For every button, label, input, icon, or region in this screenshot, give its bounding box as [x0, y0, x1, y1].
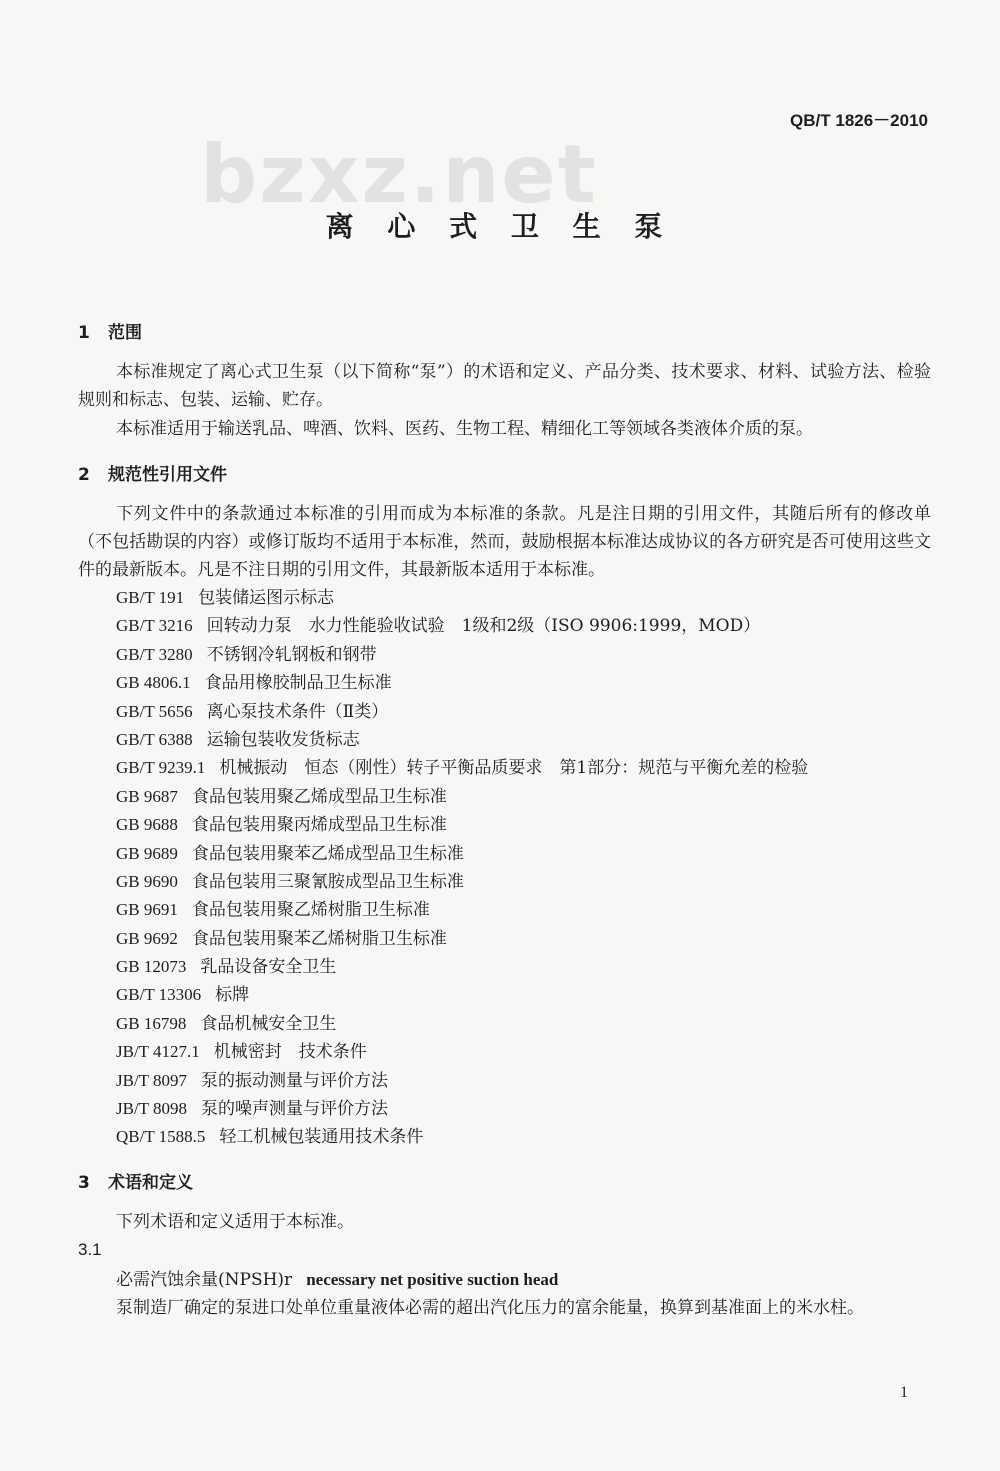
reference-item [116, 1123, 808, 1151]
standard-code: QB/T 1826－2010 [790, 111, 928, 130]
reference-title: 食品包装用聚乙烯成型品卫生标准 [191, 786, 447, 807]
watermark-text: bzxz.net [200, 128, 598, 221]
reference-code: GB 9687 [116, 786, 178, 806]
term-definition: 泵制造厂确定的泵进口处单位重量液体必需的超出汽化压力的富余能量，换算到基准面上的米水柱。 [116, 1298, 864, 1318]
section-3-number: 3 [78, 1173, 90, 1193]
reference-title: 食品包装用聚苯乙烯成型品卫生标准 [191, 843, 464, 864]
term-number: 3.1 [78, 1240, 102, 1259]
section-1-heading [78, 318, 142, 343]
reference-item [116, 754, 808, 782]
section-2-heading [78, 460, 227, 485]
page-number: 1 [900, 1384, 908, 1401]
reference-title: 轻工机械包装通用技术条件 [219, 1127, 424, 1148]
reference-code: GB 9690 [116, 871, 178, 891]
section-3-title: 术语和定义 [108, 1173, 193, 1193]
section-2-paragraph: 下列文件中的条款通过本标准的引用而成为本标准的条款。凡是注日期的引用文件，其随后所有的修改单（不包括勘误的内容）或修订版均不适用于本标准，然而，鼓励根据本标准达成协议的各方研究是否可使用这些文件的最新版本。凡是不注日期的引用文件，其最新版本适用于本标准。 [78, 504, 931, 580]
section-1-paragraph-1: 本标准规定了离心式卫生泵（以下简称“泵”）的术语和定义、产品分类、技术要求、材料、试验方法、检验规则和标志、包装、运输、贮存。 [78, 362, 931, 410]
reference-item [116, 925, 808, 953]
reference-title: 运输包装收发货标志 [206, 729, 360, 750]
reference-title: 机械密封 技术条件 [213, 1042, 367, 1063]
reference-item [116, 726, 808, 754]
reference-code: GB 9689 [116, 843, 178, 863]
reference-item [116, 840, 808, 868]
reference-item [116, 669, 808, 697]
reference-item [116, 1067, 808, 1095]
reference-code: GB 9692 [116, 928, 178, 948]
reference-code: GB/T 9239.1 [116, 758, 206, 778]
reference-item [116, 868, 808, 896]
term-entry [116, 1266, 558, 1294]
reference-title: 回转动力泵 水力性能验收试验 1级和2级（ISO 9906:1999，MOD） [206, 616, 761, 637]
reference-code: GB/T 3280 [116, 644, 193, 664]
reference-title: 包装储运图示标志 [198, 588, 335, 608]
reference-item [116, 811, 808, 839]
reference-code: GB 4806.1 [116, 673, 191, 693]
reference-code: GB 16798 [116, 1013, 187, 1033]
term-chinese: 必需汽蚀余量(NPSH)r [116, 1270, 293, 1290]
reference-code: GB/T 191 [116, 588, 185, 607]
reference-item [116, 584, 808, 612]
reference-code: GB 9688 [116, 815, 178, 835]
section-3-heading [78, 1168, 193, 1193]
reference-title: 食品包装用聚乙烯树脂卫生标准 [191, 900, 430, 921]
document-title: 离 心 式 卫 生 泵 [325, 210, 675, 243]
reference-title: 泵的振动测量与评价方法 [201, 1070, 389, 1091]
reference-title: 乳品设备安全卫生 [200, 957, 337, 978]
reference-title: 食品包装用聚丙烯成型品卫生标准 [191, 815, 447, 836]
section-1-title: 范围 [108, 323, 142, 343]
section-2-title: 规范性引用文件 [108, 465, 227, 485]
reference-code: GB 12073 [116, 957, 187, 977]
reference-title: 食品机械安全卫生 [200, 1013, 337, 1034]
reference-title: 食品包装用聚苯乙烯树脂卫生标准 [191, 928, 447, 949]
reference-item [116, 896, 808, 924]
reference-code: JB/T 8098 [116, 1099, 188, 1119]
section-1-number: 1 [78, 323, 90, 343]
reference-code: QB/T 1588.5 [116, 1127, 206, 1147]
reference-item [116, 641, 808, 669]
reference-item [116, 1010, 808, 1038]
reference-code: GB 9691 [116, 900, 178, 920]
section-3-paragraph: 下列术语和定义适用于本标准。 [116, 1212, 354, 1232]
section-2-number: 2 [78, 465, 90, 485]
reference-code: GB/T 6388 [116, 729, 193, 749]
reference-code: GB/T 5656 [116, 701, 193, 721]
reference-code: JB/T 4127.1 [116, 1042, 200, 1062]
reference-code: GB/T 3216 [116, 616, 193, 636]
term-english: necessary net positive suction head [306, 1270, 559, 1289]
reference-title: 机械振动 恒态（刚性）转子平衡品质要求 第1部分：规范与平衡允差的检验 [219, 758, 809, 779]
reference-title: 食品包装用三聚氰胺成型品卫生标准 [191, 871, 464, 892]
reference-title: 不锈钢冷轧钢板和钢带 [206, 644, 377, 665]
reference-title: 离心泵技术条件（Ⅱ类） [206, 701, 389, 722]
reference-item [116, 698, 808, 726]
normative-reference-list [116, 584, 808, 1152]
reference-title: 标牌 [215, 985, 250, 1006]
reference-item [116, 953, 808, 981]
section-1-paragraph-2: 本标准适用于输送乳品、啤酒、饮料、医药、生物工程、精细化工等领域各类液体介质的泵。 [116, 419, 813, 439]
reference-item [116, 783, 808, 811]
reference-item [116, 1038, 808, 1066]
reference-title: 泵的噪声测量与评价方法 [201, 1099, 389, 1120]
reference-item [116, 612, 808, 640]
reference-title: 食品用橡胶制品卫生标准 [204, 673, 392, 694]
reference-code: GB/T 13306 [116, 985, 202, 1005]
reference-code: JB/T 8097 [116, 1070, 188, 1090]
reference-item [116, 981, 808, 1009]
reference-item [116, 1095, 808, 1123]
